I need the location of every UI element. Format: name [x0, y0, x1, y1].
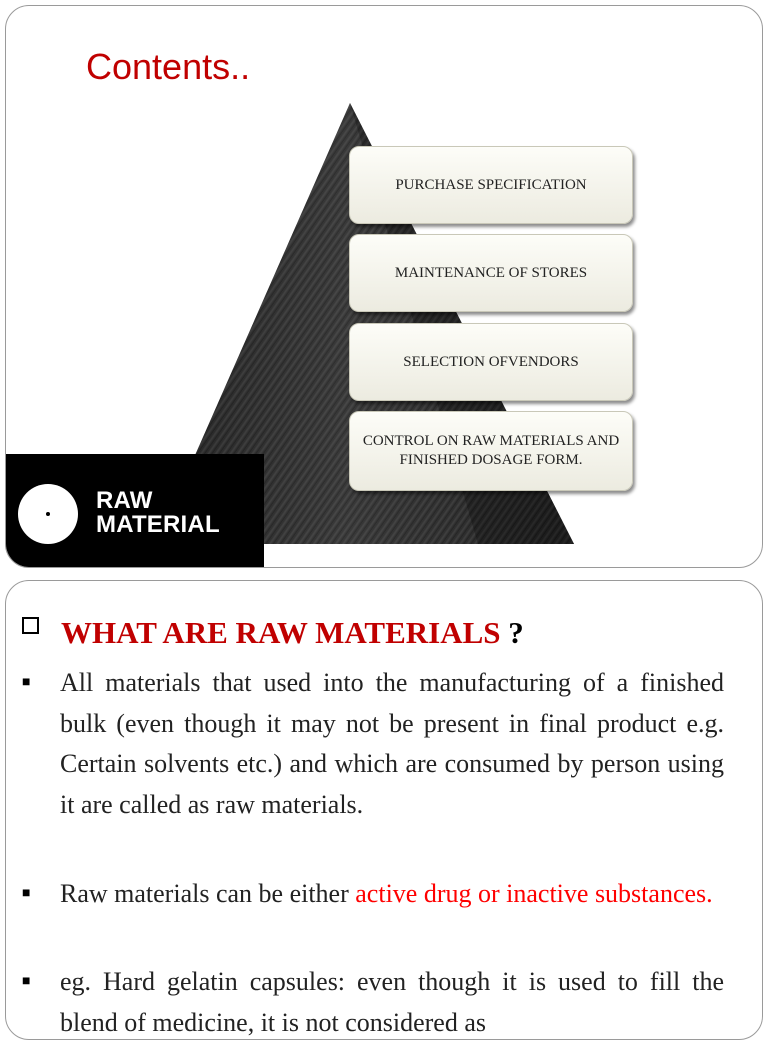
slide-what-are-raw-materials	[5, 580, 763, 1040]
square-bullet-icon: ■	[22, 886, 31, 901]
checkbox-bullet-icon	[22, 617, 39, 634]
contents-box-selection-of-vendors: SELECTION OFVENDORS	[349, 323, 633, 401]
bullet-item	[22, 962, 724, 1040]
bullet-text: Raw materials can be either active drug or inactive substances.	[60, 879, 713, 908]
slide-contents	[5, 5, 763, 568]
contents-box-maintenance-of-stores: MAINTENANCE OF STORES	[349, 234, 633, 312]
logo-text: RAW MATERIAL	[96, 487, 220, 538]
contents-box-control-on-raw-materials: CONTROL ON RAW MATERIALS AND FINISHED DOSAGE FORM.	[349, 411, 633, 491]
bullet-item	[22, 663, 724, 825]
heading-text: WHAT ARE RAW MATERIALS	[61, 615, 501, 650]
raw-material-logo	[5, 454, 264, 568]
bullet-item	[22, 874, 724, 915]
contents-box-purchase-specification: PURCHASE SPECIFICATION	[349, 146, 633, 224]
square-bullet-icon: ■	[22, 675, 31, 690]
slide-heading	[22, 615, 524, 651]
slide-title: Contents..	[86, 46, 251, 87]
highlighted-text: active drug or inactive substances.	[355, 879, 713, 908]
bullet-text: All materials that used into the manufacturing of a finished bulk (even though it may not be present in final product e.g. Certain solvents etc.) and which are consumed by person using it are called as raw materials.	[60, 668, 724, 819]
bullet-text: eg. Hard gelatin capsules: even though it is used to fill the blend of medicine, it is not considered as	[60, 967, 724, 1037]
square-bullet-icon: ■	[22, 974, 31, 989]
heading-question-mark: ?	[500, 615, 524, 650]
dot-icon	[46, 512, 50, 516]
